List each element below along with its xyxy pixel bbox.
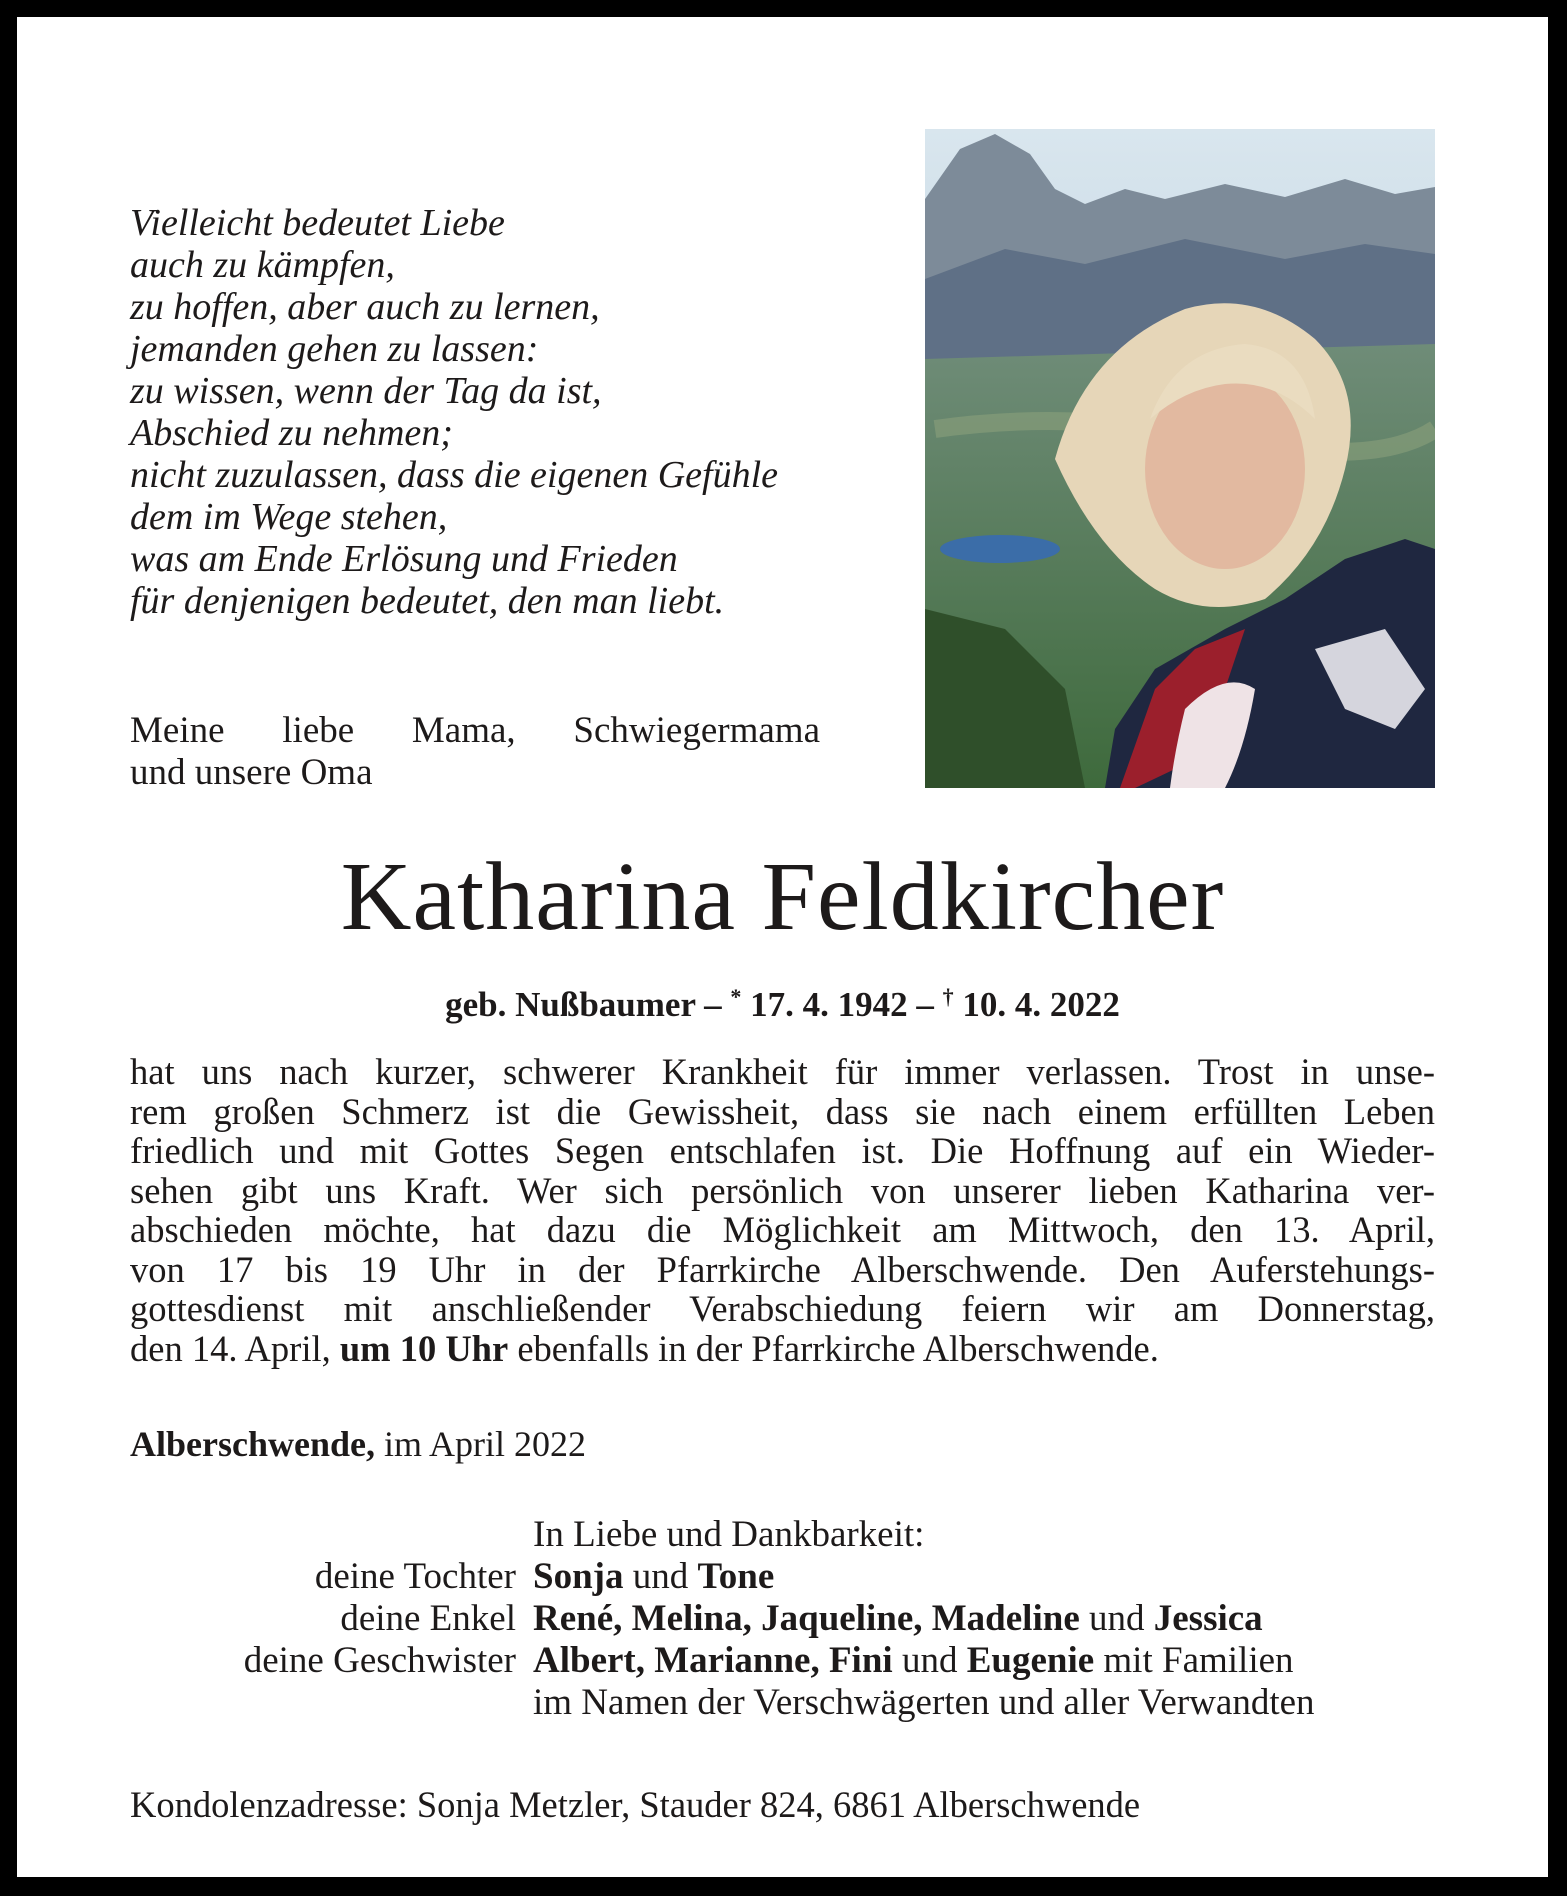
signer-name: Albert, Marianne, Fini (533, 1640, 893, 1681)
conjunction: und (892, 1640, 967, 1681)
poem-line: nicht zuzulassen, dass die eigenen Gefühle (130, 454, 779, 496)
body-line: rem großen Schmerz ist die Gewissheit, dass sie nach einem erfüllten Leben (130, 1090, 1435, 1132)
poem-line: dem im Wege stehen, (130, 496, 448, 538)
signer-suffix: mit Familien (1094, 1640, 1294, 1681)
obituary-notice (17, 17, 1548, 1877)
poem-line: für denjenigen bedeutet, den man liebt. (130, 580, 725, 622)
signer-role: deine Tochter (314, 1556, 516, 1597)
place-date (130, 1423, 586, 1465)
signer-role: deine Geschwister (243, 1640, 516, 1681)
body-line: abschieden möchte, hat dazu die Möglichkeit am Mittwoch, den 13. April, (130, 1209, 1435, 1250)
separator: – (695, 985, 731, 1024)
poem-line: zu wissen, wenn der Tag da ist, (130, 370, 602, 412)
body-text-segment: den 14. April, (130, 1327, 340, 1369)
poem-line: jemanden gehen zu lassen: (130, 328, 539, 370)
signer-row-grandchildren (130, 1598, 1435, 1640)
intro-line: Meine liebe Mama, Schwiegermama (130, 710, 820, 751)
birth-symbol: * (730, 984, 742, 1009)
body-line: gottesdienst mit anschließender Verabschiedung feiern wir am Donnerstag, (130, 1288, 1435, 1329)
death-symbol: † (942, 984, 954, 1009)
body-line: hat uns nach kurzer, schwerer Krankheit für immer verlassen. Trost in unse- (130, 1051, 1435, 1092)
signer-row-daughter (130, 1556, 1435, 1598)
signer-names (533, 1640, 1435, 1682)
birth-date: 17. 4. 1942 (741, 985, 908, 1024)
signers-block (130, 1514, 1435, 1724)
signers-heading-row (130, 1514, 1435, 1556)
death-date: 10. 4. 2022 (953, 985, 1120, 1024)
poem-line: zu hoffen, aber auch zu lernen, (130, 286, 600, 328)
place-name: Alberschwende, (130, 1424, 375, 1464)
signer-row-final (130, 1682, 1435, 1724)
body-line: von 17 bis 19 Uhr in der Pfarrkirche Alberschwende. Den Auferstehungs- (130, 1248, 1435, 1290)
poem-line: Vielleicht bedeutet Liebe (130, 202, 505, 244)
conjunction: und (1079, 1598, 1154, 1639)
body-line: friedlich und mit Gottes Segen entschlafen ist. Die Hoffnung auf ein Wieder- (130, 1130, 1435, 1171)
signer-names (533, 1556, 1435, 1598)
intro-line: und unsere Oma (130, 752, 373, 793)
service-time: um 10 Uhr (339, 1327, 509, 1369)
maiden-name: geb. Nußbaumer (445, 985, 696, 1024)
portrait-photo (925, 129, 1435, 788)
body-line (130, 1329, 1435, 1369)
poem-line: Abschied zu nehmen; (130, 412, 453, 454)
body-line: sehen gibt uns Kraft. Wer sich persönlich von unserer lieben Katharina ver- (130, 1169, 1435, 1211)
date-text: im April 2022 (375, 1424, 587, 1464)
signer-names (533, 1598, 1435, 1640)
signer-role: deine Enkel (340, 1598, 516, 1639)
signer-name: Jessica (1153, 1598, 1263, 1639)
condolence-address: Kondolenzadresse: Sonja Metzler, Stauder 824, 6861 Alberschwende (130, 1784, 1141, 1825)
signer-name: Tone (697, 1556, 775, 1597)
signer-name: Sonja (533, 1556, 624, 1597)
life-dates (17, 977, 1548, 1025)
poem (130, 202, 850, 622)
deceased-name: Katharina Feldkircher (340, 843, 1225, 951)
poem-line: was am Ende Erlösung und Frieden (130, 538, 678, 580)
signer-name: Eugenie (966, 1640, 1095, 1681)
separator: – (907, 985, 943, 1024)
conjunction: und (623, 1556, 698, 1597)
signer-row-siblings (130, 1640, 1435, 1682)
signer-final-line: im Namen der Verschwägerten und aller Verwandten (533, 1682, 1315, 1723)
signers-heading: In Liebe und Dankbarkeit: (533, 1514, 925, 1555)
signer-name: René, Melina, Jaqueline, Madeline (533, 1598, 1080, 1639)
poem-line: auch zu kämpfen, (130, 244, 395, 286)
body-text-segment: ebenfalls in der Pfarrkirche Alberschwende. (508, 1327, 1159, 1369)
body-text (130, 1052, 1435, 1368)
intro-text (130, 710, 820, 794)
